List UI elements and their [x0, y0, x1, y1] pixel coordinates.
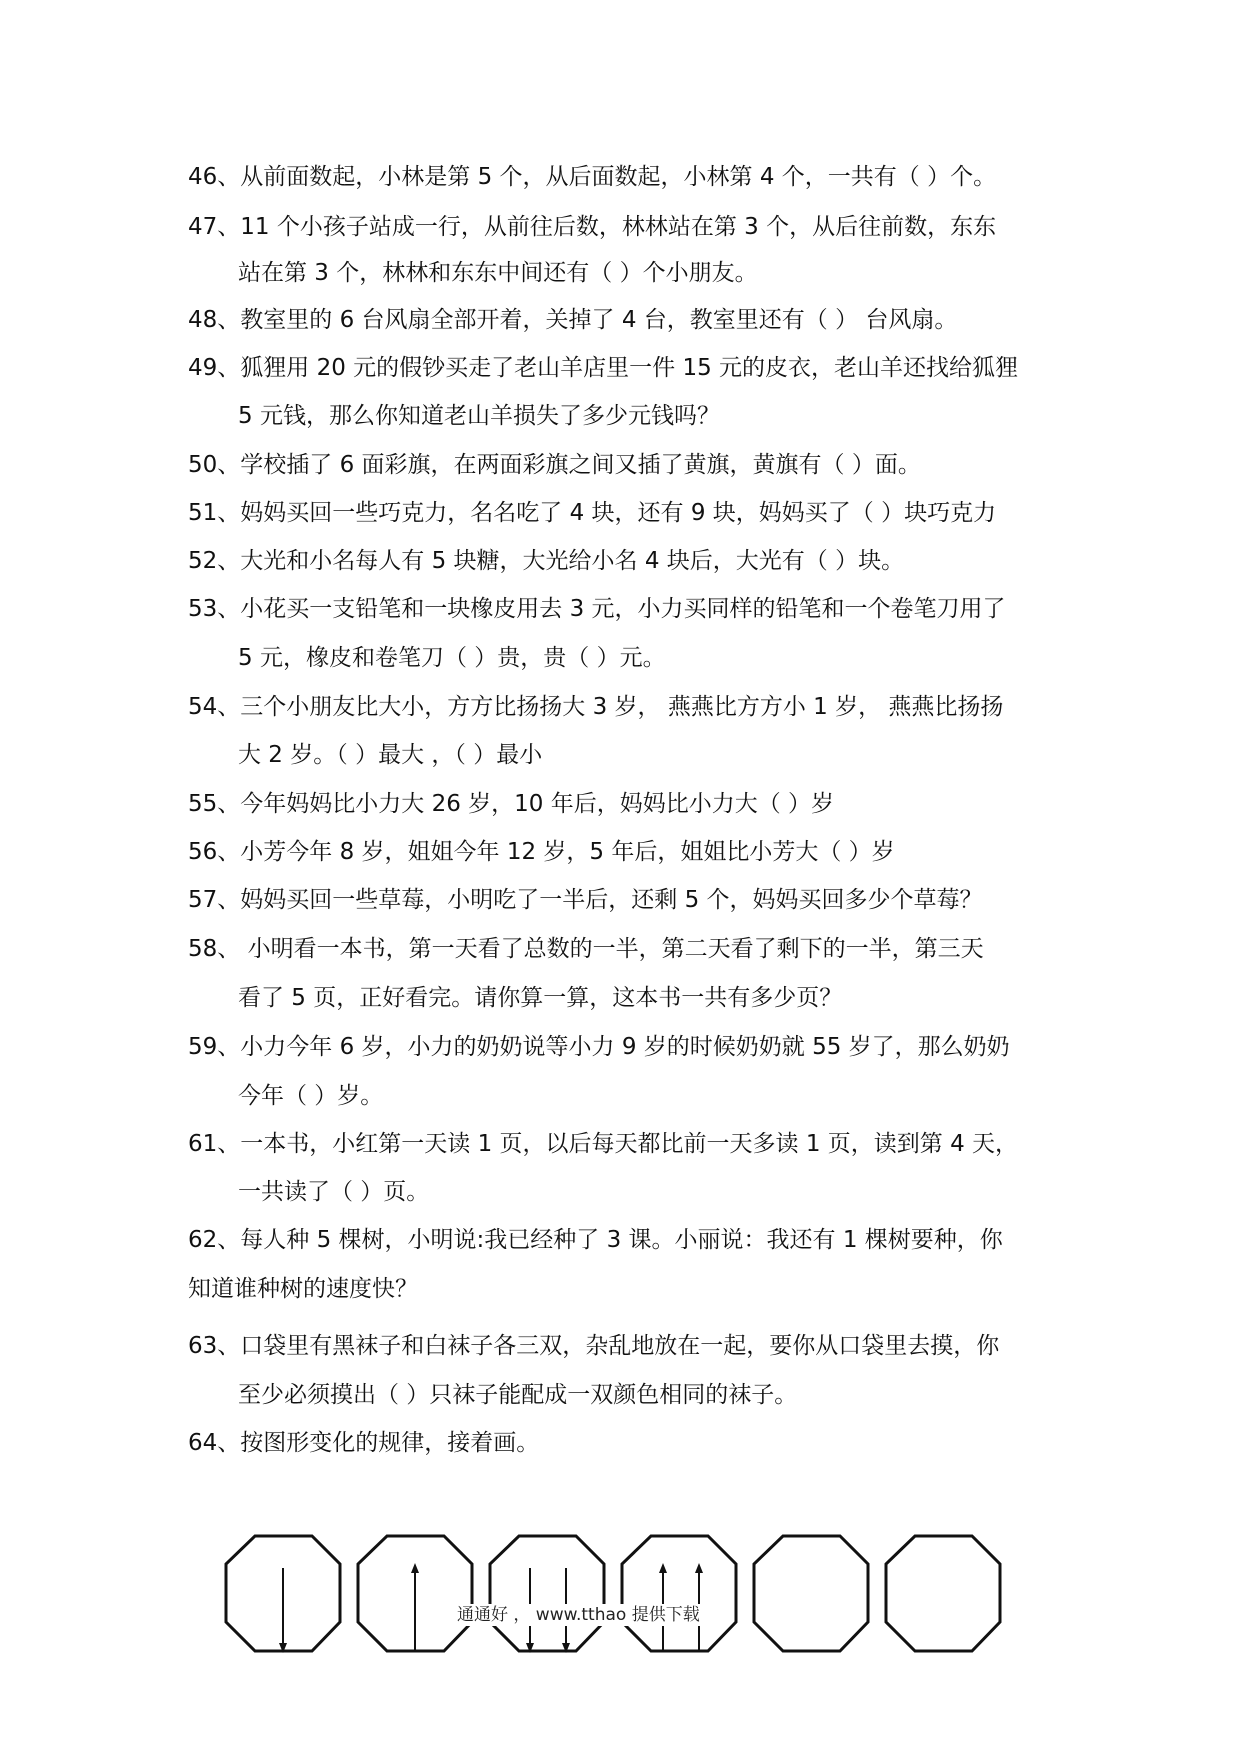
question-62-line2: 知道谁种树的速度快？	[188, 1276, 418, 1302]
question-46: 46、从前面数起，小林是第 5 个，从后面数起，小林第 4 个，一共有（ ）个。	[188, 164, 997, 190]
question-57: 57、妈妈买回一些草莓，小明吃了一半后，还剩 5 个，妈妈买回多少个草莓？	[188, 887, 983, 913]
octagon-4	[622, 1536, 736, 1651]
question-54-line2: 大 2 岁。（ ）最大 ，（ ）最小	[238, 742, 543, 768]
question-56: 56、小芳今年 8 岁，姐姐今年 12 岁，5 年后，姐姐比小芳大（ ）岁	[188, 839, 895, 865]
question-61: 61、一本书，小红第一天读 1 页，以后每天都比前一天多读 1 页，读到第 4 天，	[188, 1131, 1019, 1157]
question-61-line2: 一共读了（ ）页。	[238, 1179, 430, 1205]
question-51: 51、妈妈买回一些巧克力，名名吃了 4 块，还有 9 块，妈妈买了（ ）块巧克力	[188, 500, 997, 526]
question-49: 49、狐狸用 20 元的假钞买走了老山羊店里一件 15 元的皮衣，老山羊还找给狐狸	[188, 355, 1019, 381]
question-64: 64、按图形变化的规律，接着画。	[188, 1430, 540, 1456]
octagon-2	[358, 1536, 472, 1651]
question-55: 55、今年妈妈比小力大 26 岁，10 年后，妈妈比小力大（ ）岁	[188, 791, 835, 817]
question-62: 62、每人种 5 棵树，小明说:我已经种了 3 课。小丽说：我还有 1 棵树要种，你	[188, 1227, 1003, 1253]
octagon-3	[490, 1536, 604, 1651]
question-47: 47、11 个小孩子站成一行，从前往后数，林林站在第 3 个，从后往前数，东东	[188, 214, 997, 240]
question-50: 50、学校插了 6 面彩旗，在两面彩旗之间又插了黄旗，黄旗有（ ）面。	[188, 452, 921, 478]
question-53-line2: 5 元，橡皮和卷笔刀（ ）贵，贵（ ）元。	[238, 645, 666, 671]
question-63-line2: 至少必须摸出（ ）只袜子能配成一双颜色相同的袜子。	[238, 1382, 798, 1408]
question-59-line2: 今年（ ）岁。	[238, 1083, 384, 1109]
question-48: 48、教室里的 6 台风扇全部开着，关掉了 4 台，教室里还有（ ） 台风扇。	[188, 307, 958, 333]
question-63: 63、口袋里有黑袜子和白袜子各三双，杂乱地放在一起，要你从口袋里去摸，你	[188, 1333, 1000, 1359]
octagon-5-empty	[754, 1536, 868, 1651]
question-47-line2: 站在第 3 个，林林和东东中间还有（ ）个小朋友。	[238, 260, 758, 286]
question-59: 59、小力今年 6 岁，小力的奶奶说等小力 9 岁的时候奶奶就 55 岁了，那么奶奶	[188, 1034, 1010, 1060]
question-53: 53、小花买一支铅笔和一块橡皮用去 3 元，小力买同样的铅笔和一个卷笔刀用了	[188, 596, 1006, 622]
question-49-line2: 5 元钱，那么你知道老山羊损失了多少元钱吗？	[238, 403, 720, 429]
question-52: 52、大光和小名每人有 5 块糖，大光给小名 4 块后，大光有（ ）块。	[188, 548, 905, 574]
question-58-line2: 看了 5 页，正好看完。请你算一算，这本书一共有多少页？	[238, 985, 843, 1011]
question-54: 54、三个小朋友比大小，方方比扬扬大 3 岁， 燕燕比方方小 1 岁， 燕燕比扬扬	[188, 694, 1004, 720]
question-58: 58、 小明看一本书，第一天看了总数的一半，第二天看了剩下的一半，第三天	[188, 936, 984, 962]
octagon-1	[226, 1536, 340, 1651]
octagon-pattern-figures	[0, 1500, 1240, 1660]
footer-watermark: 通通好 ， www.tthao 提供下载	[457, 1605, 700, 1625]
octagon-6-empty	[886, 1536, 1000, 1651]
